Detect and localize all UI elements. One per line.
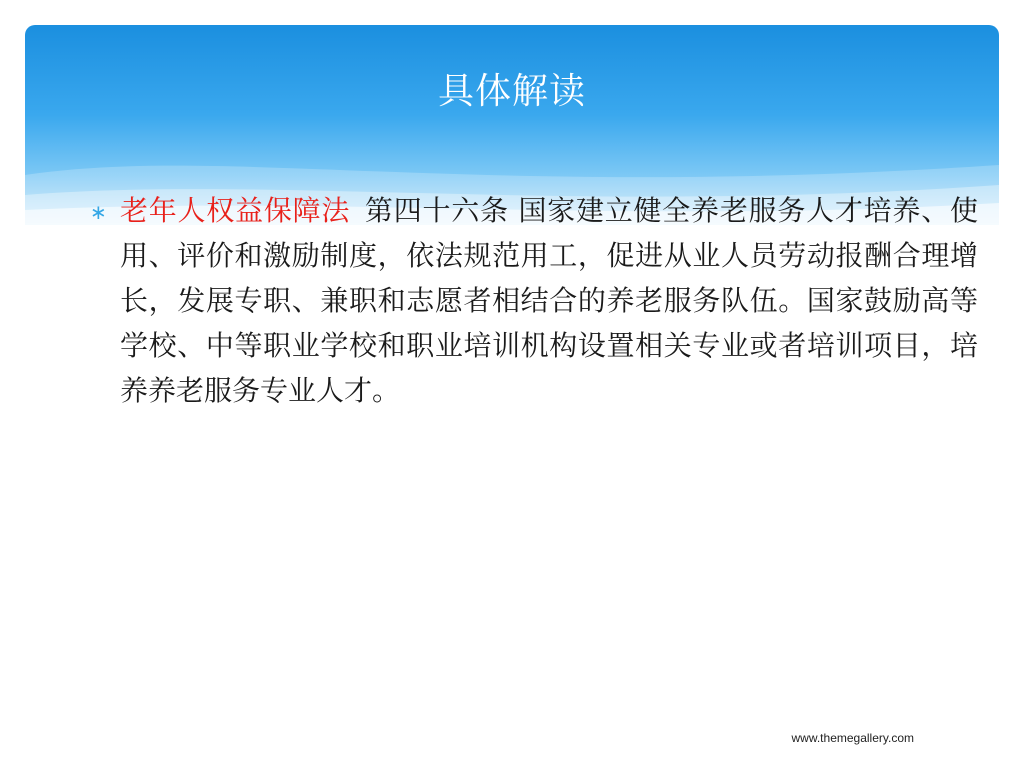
footer-url: www.themegallery.com: [791, 731, 914, 745]
asterisk-bullet-icon: ∗: [90, 200, 107, 224]
slide-title: 具体解读: [437, 71, 586, 112]
content-body: [90, 188, 978, 413]
law-name: 老年人权益保障法: [120, 194, 351, 227]
bullet-paragraph: [120, 188, 978, 413]
article-text: 第四十六条 国家建立健全养老服务人才培养、使用、评价和激励制度，依法规范用工，促进从业人员劳动报酬合理增长，发展专职、兼职和志愿者相结合的养老服务队伍。国家鼓励高等学校、中等职业学校和职业培训机构设置相关专业或者培训项目，培养养老服务专业人才。: [120, 194, 978, 407]
bullet-item: [90, 188, 978, 413]
